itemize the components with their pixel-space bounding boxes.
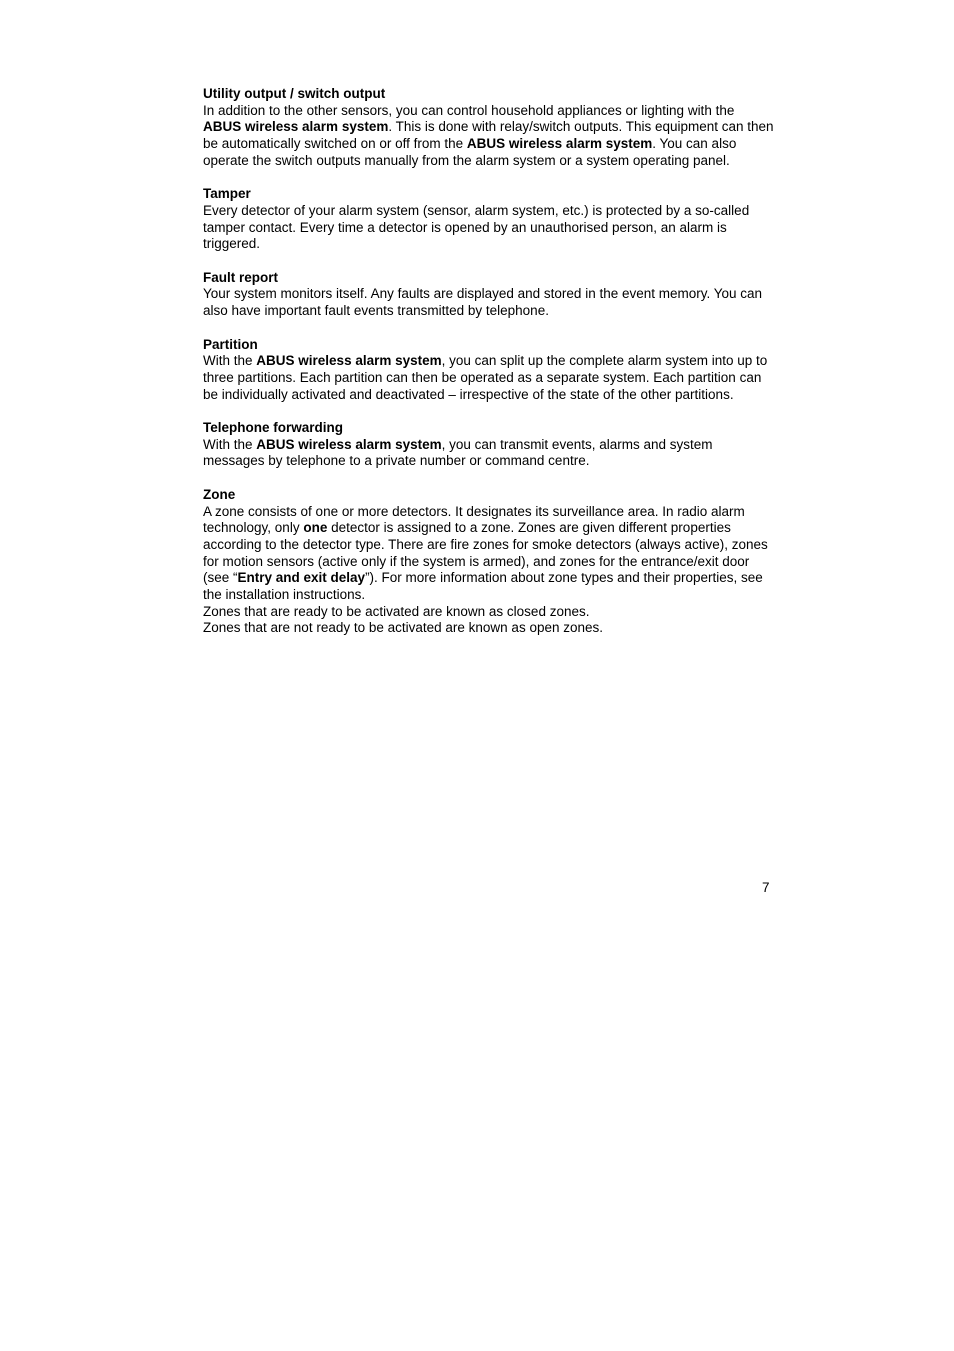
- text-run: Every detector of your alarm system (sensor, alarm system, etc.) is protected by a so-called tamper contact. Every time a detector is opened by an unauthorised person, an alarm is triggered.: [203, 202, 750, 252]
- section-heading: Telephone forwarding: [203, 420, 344, 435]
- section-heading: Fault report: [203, 269, 279, 285]
- emphasized-text: ABUS wireless alarm system: [256, 436, 442, 452]
- text-run: Zones that are not ready to be activated are known as open zones.: [203, 620, 604, 636]
- section-paragraph: [203, 437, 775, 470]
- section-heading: Tamper: [203, 186, 251, 202]
- section: [203, 86, 775, 170]
- text-run: , you can split up the complete alarm system into up to three partitions. Each partition can then be operated as a separate system. Each partition can be individually activated and deactivated – irrespective of the state of the other partitions.: [203, 353, 768, 402]
- section: [203, 186, 775, 253]
- text-run: Your system monitors itself. Any faults are displayed and stored in the event memory. You can also have important fault events transmitted by telephone.: [203, 286, 763, 319]
- section-heading: Zone: [203, 486, 236, 502]
- section: [203, 337, 775, 404]
- emphasized-text: one: [303, 520, 328, 536]
- emphasized-text: Entry and exit delay: [237, 570, 366, 586]
- text-run: A zone consists of one or more detectors. It designates its surveillance area. In radio alarm technology, only: [203, 503, 745, 536]
- section: [203, 270, 775, 320]
- text-run: With the: [203, 353, 257, 369]
- text-run: Zones that are ready to be activated are known as closed zones.: [203, 603, 590, 619]
- section-heading: Utility output / switch output: [203, 86, 386, 101]
- text-run: , you can transmit events, alarms and system messages by telephone to a private number or command centre.: [203, 436, 713, 469]
- document-body: [203, 86, 775, 654]
- section-paragraph: [203, 203, 775, 253]
- section-heading: Partition: [203, 336, 258, 352]
- text-run: . You can also operate the switch outputs manually from the alarm system or a system operating panel.: [203, 136, 737, 168]
- emphasized-text: ABUS wireless alarm system: [256, 353, 442, 369]
- section-paragraph: [203, 620, 775, 637]
- section-paragraph: [203, 103, 775, 170]
- text-run: detector is assigned to a zone. Zones are given different properties according to the detector type. There are fire zones for smoke detectors (always active), zones for motion sensors (active only if the system is armed), and zones for the entrance/exit door (see “: [203, 520, 768, 586]
- text-run: With the: [203, 436, 257, 452]
- section: [203, 487, 775, 637]
- text-run: ”). For more information about zone types and their properties, see the installation instructions.: [203, 570, 763, 603]
- section-paragraph: [203, 286, 775, 319]
- section: [203, 420, 775, 470]
- page-number: 7: [762, 880, 770, 895]
- section-paragraph: [203, 604, 775, 621]
- section-paragraph: [203, 353, 775, 403]
- text-run: In addition to the other sensors, you can control household appliances or lighting with the: [203, 102, 735, 118]
- emphasized-text: ABUS wireless alarm system: [466, 136, 653, 152]
- section-paragraph: [203, 504, 775, 604]
- text-run: . This is done with relay/switch outputs. This equipment can then be automatically switched on or off from the: [203, 119, 774, 152]
- emphasized-text: ABUS wireless alarm system: [203, 119, 389, 135]
